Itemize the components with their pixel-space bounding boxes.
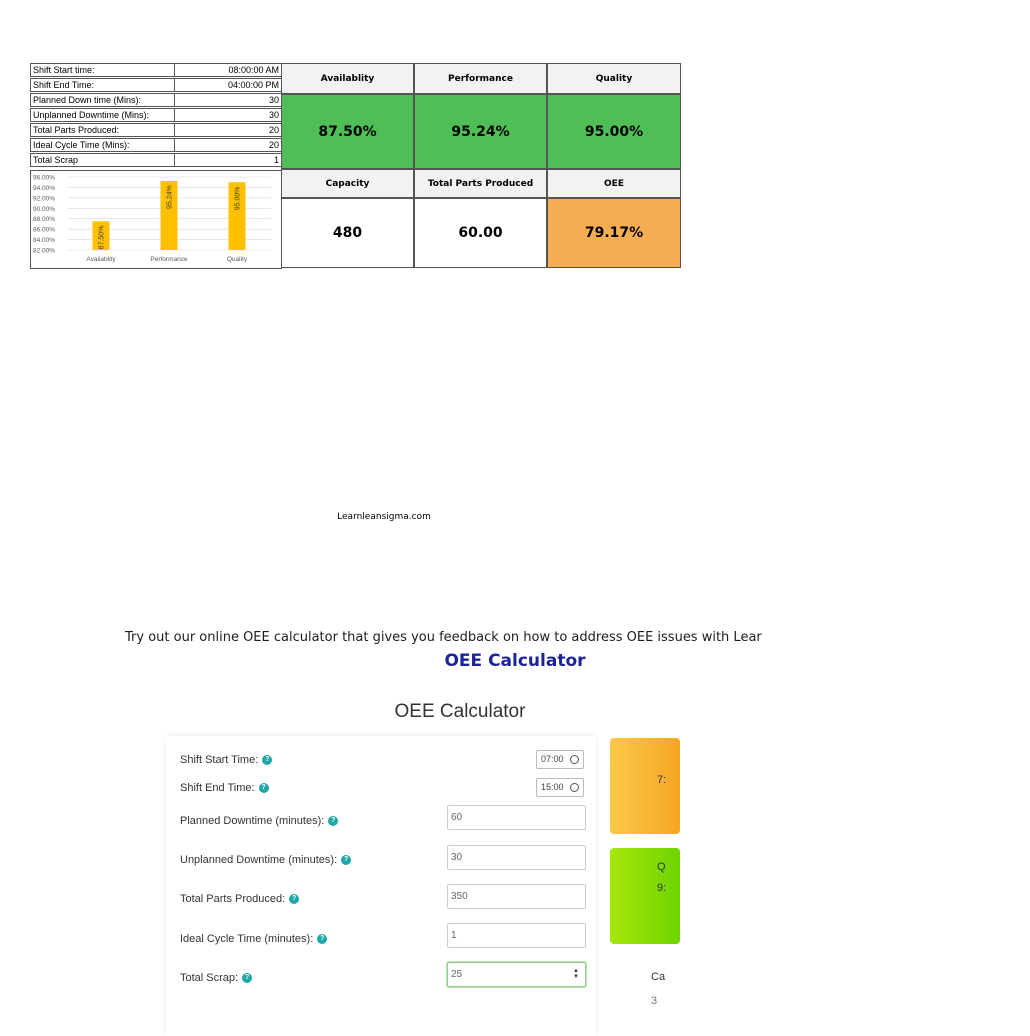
help-icon[interactable]: ?: [262, 755, 272, 765]
result-card-quality: [610, 848, 680, 944]
help-icon[interactable]: ?: [242, 973, 252, 983]
total-parts-value: 60.00: [414, 198, 547, 268]
oee-header: OEE: [547, 169, 681, 198]
oee-spreadsheet: [30, 63, 681, 268]
input-label: Shift End Time:: [30, 78, 175, 92]
shift-start-input[interactable]: 07:00: [536, 750, 584, 769]
data-label: 95.24%: [166, 185, 174, 209]
calculator-screenshot: [160, 690, 668, 1024]
unplanned-downtime-input[interactable]: 30: [447, 845, 586, 870]
input-row: [30, 123, 280, 137]
result-label-capacity: Ca: [651, 971, 666, 983]
input-value[interactable]: 30: [174, 108, 282, 122]
help-icon[interactable]: ?: [328, 816, 338, 826]
ideal-cycle-input[interactable]: 1: [447, 923, 586, 948]
planned-downtime-input[interactable]: 60: [447, 805, 586, 830]
total-parts-header: Total Parts Produced: [414, 169, 547, 198]
help-icon[interactable]: ?: [317, 934, 327, 944]
input-value[interactable]: 1: [174, 153, 282, 167]
input-label: Total Parts Produced:: [30, 123, 175, 137]
unplanned-downtime-label: Unplanned Downtime (minutes): ?: [180, 854, 351, 866]
shift-end-input[interactable]: 15:00: [536, 778, 584, 797]
input-label: Planned Down time (Mins):: [30, 93, 175, 107]
calculator-title: OEE Calculator: [394, 701, 526, 722]
input-value[interactable]: 04:00:00 PM: [174, 78, 282, 92]
parts-produced-input[interactable]: 350: [447, 884, 586, 909]
input-row: [30, 108, 280, 122]
help-icon[interactable]: ?: [289, 894, 299, 904]
performance-header: Performance: [414, 63, 547, 94]
clock-icon[interactable]: [570, 755, 579, 764]
clock-icon[interactable]: [570, 783, 579, 792]
input-value[interactable]: 30: [174, 93, 282, 107]
availability-header: Availablity: [281, 63, 414, 94]
input-value[interactable]: 20: [174, 123, 282, 137]
input-label: Shift Start time:: [30, 63, 175, 77]
result-value-capacity: 3: [651, 995, 658, 1007]
promo-text: Try out our online OEE calculator that gives you feedback on how to address OEE issues with Lear: [125, 630, 762, 645]
help-icon[interactable]: ?: [341, 855, 351, 865]
oee-calculator-link[interactable]: OEE Calculator: [444, 651, 586, 671]
input-label: Unplanned Downtime (Mins):: [30, 108, 175, 122]
y-tick-label: 90.00%: [33, 205, 56, 213]
quality-header: Quality: [547, 63, 681, 94]
calculator-form: [166, 736, 596, 1036]
total-scrap-input[interactable]: 25 ▲ ▼: [447, 962, 586, 987]
shift-end-label: Shift End Time: ?: [180, 782, 269, 794]
y-tick-label: 92.00%: [33, 195, 56, 203]
planned-downtime-label: Planned Downtime (minutes): ?: [180, 815, 338, 827]
y-tick-label: 88.00%: [33, 216, 56, 224]
data-label: 95.00%: [234, 186, 242, 211]
capacity-header: Capacity: [281, 169, 414, 198]
input-label: Ideal Cycle Time (Mins):: [30, 138, 175, 152]
site-footer: Learnleansigma.com: [337, 512, 431, 522]
x-tick-label: Availablity: [86, 256, 116, 263]
input-value[interactable]: 20: [174, 138, 282, 152]
input-row: [30, 153, 280, 167]
spinner-arrows-icon[interactable]: ▲ ▼: [573, 968, 579, 980]
input-row: [30, 93, 280, 107]
availability-value: 87.50%: [281, 94, 414, 169]
x-tick-label: Performance: [150, 256, 188, 263]
result-card-value: 9:: [657, 882, 667, 894]
y-tick-label: 94.00%: [33, 184, 56, 192]
total-scrap-label: Total Scrap: ?: [180, 972, 252, 984]
input-row: [30, 78, 280, 92]
y-tick-label: 86.00%: [33, 226, 56, 234]
input-value[interactable]: 08:00:00 AM: [174, 63, 282, 77]
capacity-value: 480: [281, 198, 414, 268]
result-card-oee: [610, 738, 680, 834]
shift-start-label: Shift Start Time: ?: [180, 754, 272, 766]
y-tick-label: 84.00%: [33, 237, 56, 245]
quality-value: 95.00%: [547, 94, 681, 169]
input-row: [30, 138, 280, 152]
input-label: Total Scrap: [30, 153, 175, 167]
chart-svg: [31, 171, 281, 268]
help-icon[interactable]: ?: [259, 783, 269, 793]
result-card-title: Q: [657, 861, 666, 873]
data-label: 87.50%: [98, 225, 106, 250]
input-row: [30, 63, 280, 77]
x-tick-label: Quality: [226, 256, 248, 263]
ideal-cycle-label: Ideal Cycle Time (minutes): ?: [180, 933, 327, 945]
performance-value: 95.24%: [414, 94, 547, 169]
oee-bar-chart: [30, 170, 282, 269]
oee-value: 79.17%: [547, 198, 681, 268]
result-card-value: 7:: [657, 774, 667, 786]
parts-produced-label: Total Parts Produced: ?: [180, 893, 299, 905]
y-tick-label: 96.00%: [33, 174, 56, 182]
y-tick-label: 82.00%: [33, 247, 56, 255]
